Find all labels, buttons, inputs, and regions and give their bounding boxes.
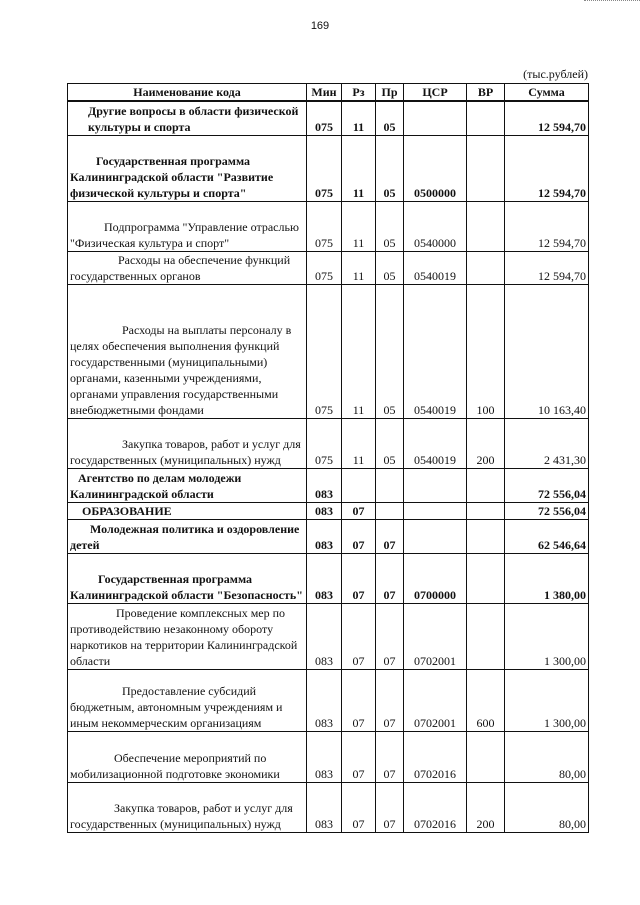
budget-table [67,83,589,833]
row-rz: 11 [342,418,376,468]
row-rz [342,468,376,502]
table-row [68,284,589,418]
header-csr: ЦСР [404,84,467,102]
row-min: 083 [307,669,342,731]
table-row [68,519,589,553]
row-sum: 12 594,70 [505,201,589,251]
row-rz: 07 [342,502,376,519]
row-rz: 07 [342,669,376,731]
table-row [68,603,589,669]
row-name: ОБРАЗОВАНИЕ [68,502,307,519]
row-min: 083 [307,553,342,603]
row-pr: 05 [376,201,404,251]
row-sum: 72 556,04 [505,502,589,519]
row-min: 083 [307,519,342,553]
row-min: 083 [307,468,342,502]
row-name: Государственная программа Калининградской области "Развитие физической культуры и спорта" [68,135,307,201]
row-name: Подпрограмма "Управление отраслью "Физическая культура и спорт" [68,201,307,251]
row-pr: 07 [376,782,404,832]
row-pr: 07 [376,553,404,603]
row-name: Расходы на обеспечение функций государственных органов [68,251,307,284]
row-name: Другие вопросы в области физической культуры и спорта [68,101,307,135]
row-min: 083 [307,782,342,832]
row-csr: 0540019 [404,418,467,468]
row-name: Закупка товаров, работ и услуг для государственных (муниципальных) нужд [68,782,307,832]
row-sum: 80,00 [505,782,589,832]
row-sum: 1 300,00 [505,669,589,731]
page-number: 169 [310,20,330,32]
row-pr [376,468,404,502]
row-sum: 80,00 [505,731,589,782]
row-csr [404,468,467,502]
row-csr: 0702016 [404,782,467,832]
row-sum: 1 380,00 [505,553,589,603]
header-row [68,84,589,102]
table-row [68,669,589,731]
row-vr [467,502,505,519]
row-name: Молодежная политика и оздоровление детей [68,519,307,553]
row-vr: 200 [467,782,505,832]
row-vr [467,201,505,251]
row-vr [467,468,505,502]
row-csr: 0540019 [404,284,467,418]
row-rz: 07 [342,519,376,553]
row-sum: 72 556,04 [505,468,589,502]
row-sum: 12 594,70 [505,101,589,135]
header-name: Наименование кода [68,84,307,102]
row-pr: 07 [376,519,404,553]
row-min: 075 [307,135,342,201]
row-rz: 11 [342,101,376,135]
row-pr: 05 [376,135,404,201]
row-csr: 0700000 [404,553,467,603]
row-min: 075 [307,251,342,284]
row-rz: 07 [342,603,376,669]
row-vr [467,731,505,782]
row-vr [467,251,505,284]
row-name: Проведение комплексных мер по противодействию незаконному обороту наркотиков на территории Калининградской области [68,603,307,669]
row-csr: 0702001 [404,669,467,731]
table-row [68,201,589,251]
row-rz: 11 [342,201,376,251]
row-vr [467,101,505,135]
row-vr: 200 [467,418,505,468]
row-pr: 05 [376,251,404,284]
row-rz: 07 [342,553,376,603]
row-pr: 05 [376,101,404,135]
row-min: 083 [307,603,342,669]
row-min: 083 [307,731,342,782]
row-sum: 2 431,30 [505,418,589,468]
row-name: Обеспечение мероприятий по мобилизационной подготовке экономики [68,731,307,782]
row-csr [404,502,467,519]
header-rz: Рз [342,84,376,102]
header-vr: ВР [467,84,505,102]
row-csr: 0500000 [404,135,467,201]
table-row [68,101,589,135]
row-vr [467,519,505,553]
row-csr: 0540000 [404,201,467,251]
row-vr: 100 [467,284,505,418]
row-csr [404,519,467,553]
row-name: Расходы на выплаты персоналу в целях обеспечения выполнения функций государственными (муниципальными) органами, казенными учреждениями, органами управления государственными внебюджетными фондами [68,284,307,418]
row-rz: 07 [342,731,376,782]
table-row [68,553,589,603]
row-vr: 600 [467,669,505,731]
table-row [68,251,589,284]
row-pr: 07 [376,603,404,669]
row-pr: 07 [376,731,404,782]
table-row [68,135,589,201]
row-vr [467,135,505,201]
row-csr: 0702016 [404,731,467,782]
units-label: (тыс.рублей) [523,67,588,81]
row-min: 075 [307,418,342,468]
header-sum: Сумма [505,84,589,102]
row-csr: 0702001 [404,603,467,669]
row-rz: 11 [342,135,376,201]
row-rz: 11 [342,284,376,418]
row-csr [404,101,467,135]
corner-scan-mark [584,0,640,7]
row-pr: 05 [376,418,404,468]
row-pr: 05 [376,284,404,418]
header-pr: Пр [376,84,404,102]
row-csr: 0540019 [404,251,467,284]
row-vr [467,603,505,669]
row-min: 075 [307,201,342,251]
row-rz: 07 [342,782,376,832]
row-pr [376,502,404,519]
row-pr: 07 [376,669,404,731]
row-name: Предоставление субсидий бюджетным, автономным учреждениям и иным некоммерческим организациям [68,669,307,731]
table-row [68,502,589,519]
row-sum: 12 594,70 [505,251,589,284]
row-min: 075 [307,101,342,135]
row-name: Агентство по делам молодежи Калининградской области [68,468,307,502]
table-row [68,731,589,782]
row-sum: 62 546,64 [505,519,589,553]
row-sum: 1 300,00 [505,603,589,669]
header-min: Мин [307,84,342,102]
row-min: 083 [307,502,342,519]
row-vr [467,553,505,603]
row-rz: 11 [342,251,376,284]
row-sum: 10 163,40 [505,284,589,418]
row-name: Государственная программа Калининградской области "Безопасность" [68,553,307,603]
row-min: 075 [307,284,342,418]
table-row [68,418,589,468]
row-sum: 12 594,70 [505,135,589,201]
table-row [68,468,589,502]
table-row [68,782,589,832]
row-name: Закупка товаров, работ и услуг для государственных (муниципальных) нужд [68,418,307,468]
